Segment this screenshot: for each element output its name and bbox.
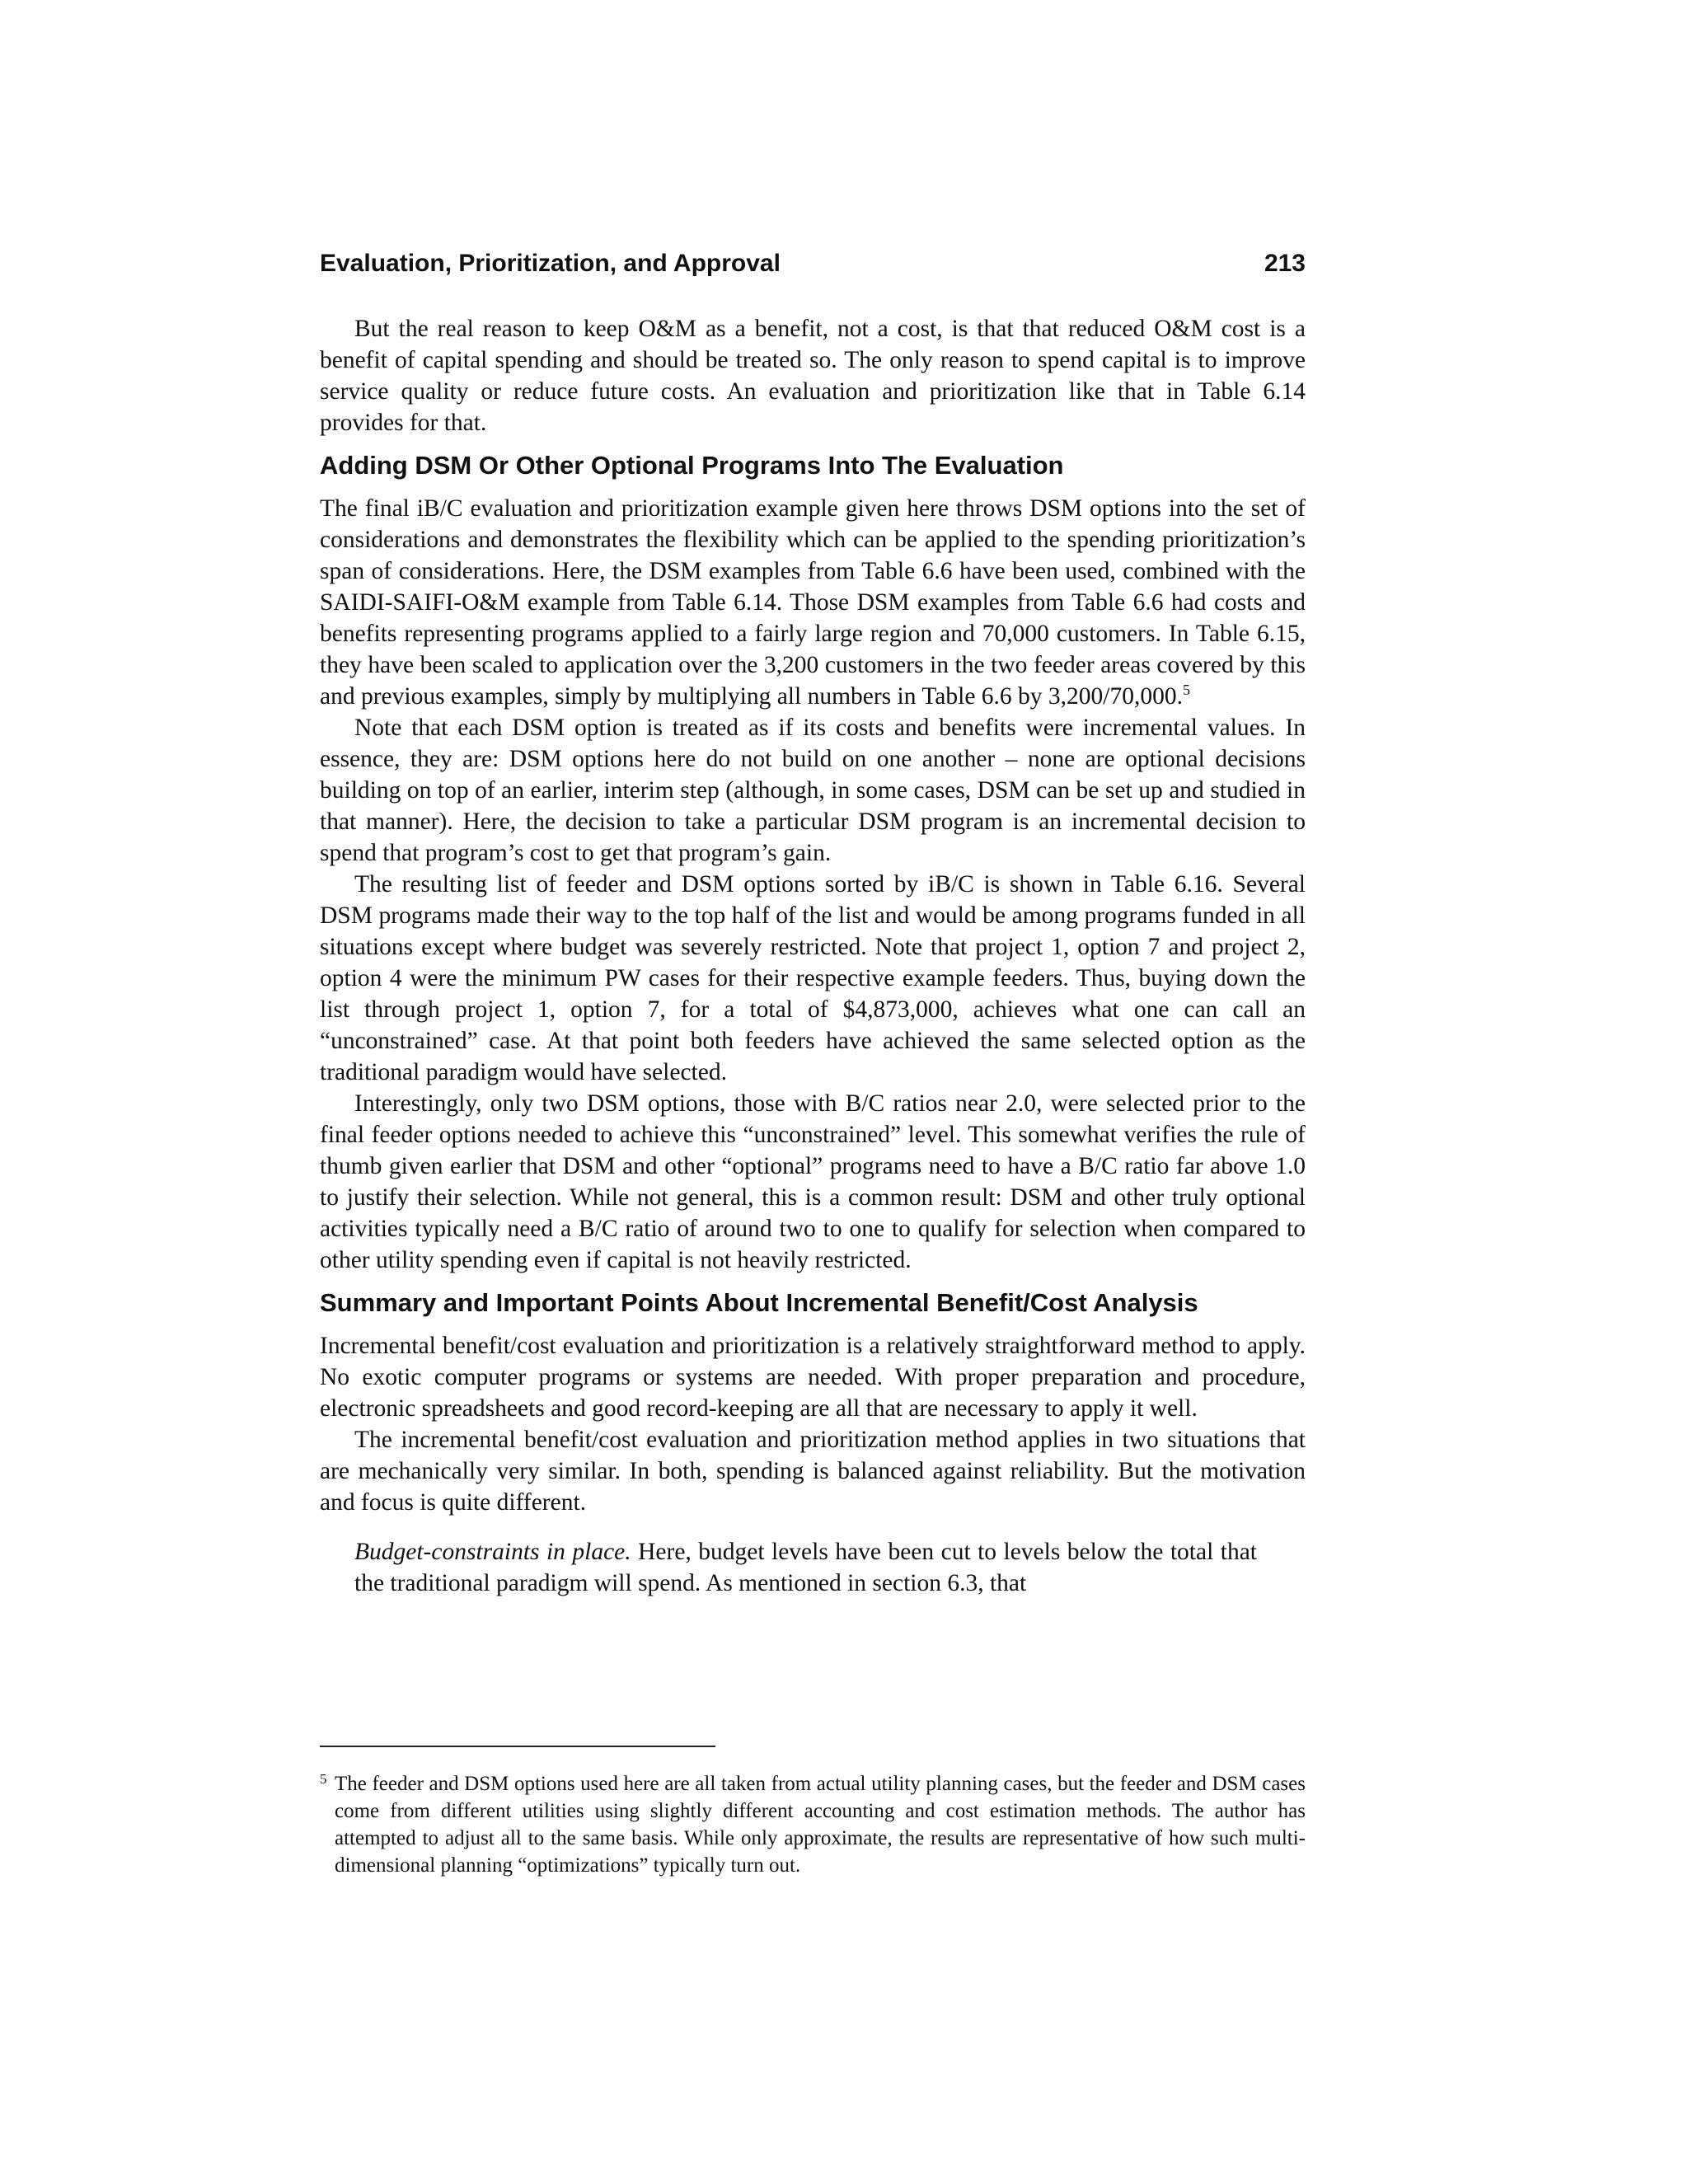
paragraph-incremental-values: Note that each DSM option is treated as if its costs and benefits were incremental values. In essence, they are: DSM options here do not build on one another – none are optional decisions building on top of an earlier, interim step (although, in some cases, DSM can be set up and studied in that manner). Here, the decision to take a particular DSM program is an incremental decision to spend that program’s cost to get that program’s gain. <box>320 715 1306 866</box>
running-head <box>320 250 1306 286</box>
paragraph-summary-method: Incremental benefit/cost evaluation and prioritization is a relatively straightforward method to apply. No exotic computer programs or systems are needed. With proper preparation and procedure, electronic spreadsheets and good record-keeping are all that are necessary to apply it well. <box>320 1333 1306 1422</box>
paragraph-gap <box>320 1518 1306 1536</box>
budget-constraints-text: Here, budget levels have been cut to levels below the total that the traditional paradigm will spend. As mentioned in section 6.3, that <box>354 1539 1257 1596</box>
paragraph-two-situations: The incremental benefit/cost evaluation and prioritization method applies in two situations that are mechanically very similar. In both, spending is balanced against reliability. But the motivation and focus is quite different. <box>320 1427 1306 1516</box>
paragraph-sorted-list: The resulting list of feeder and DSM options sorted by iB/C is shown in Table 6.16. Several DSM programs made their way to the top half of the list and would be among programs funded in all situations except where budget was severely restricted. Note that project 1, option 7 and project 2, option 4 were the minimum PW cases for their respective example feeders. Thus, buying down the list through project 1, option 7, for a total of $4,873,000, achieves what one can call an “unconstrained” case. At that point both feeders have achieved the same selected option as the traditional paradigm would have selected. <box>320 871 1306 1085</box>
main-text <box>320 313 1306 1599</box>
paragraph-final-ibc-text: The final iB/C evaluation and prioritization example given here throws DSM options into the set of considerations and demonstrates the flexibility which can be applied to the spending prioritization’s span of considerations. Here, the DSM examples from Table 6.6 have been used, combined with the SAIDI-SAIFI-O&M example from Table 6.14. Those DSM examples from Table 6.6 had costs and benefits representing programs applied to a fairly large region and 70,000 customers. In Table 6.15, they have been scaled to application over the 3,200 customers in the two feeder areas covered by this and previous examples, simply by multiplying all numbers in Table 6.6 by 3,200/70,000. <box>320 495 1306 710</box>
footnote <box>320 1770 1306 1879</box>
chapter-title: Evaluation, Prioritization, and Approval <box>320 250 781 277</box>
section-heading-summary: Summary and Important Points About Incremental Benefit/Cost Analysis <box>320 1288 1198 1317</box>
page-number: 213 <box>1264 250 1306 277</box>
paragraph-budget-constraints <box>354 1536 1257 1599</box>
budget-constraints-lead: Budget-constraints in place. <box>354 1539 631 1565</box>
footnote-marker: 5 <box>320 1771 327 1787</box>
footnote-divider <box>320 1746 715 1747</box>
paragraph-final-ibc-example <box>320 493 1306 712</box>
footnote-text: The feeder and DSM options used here are all taken from actual utility planning cases, but the feeder and DSM cases come from different utilities using slightly different accounting and cost estimation methods. The author has attempted to adjust all to the same basis. While only approximate, the results are representative of how such multi-dimensional planning “optimizations” typically turn out. <box>335 1773 1306 1877</box>
section-heading-dsm: Adding DSM Or Other Optional Programs Into The Evaluation <box>320 451 1064 480</box>
paragraph-dsm-selection: Interestingly, only two DSM options, those with B/C ratios near 2.0, were selected prior to the final feeder options needed to achieve this “unconstrained” level. This somewhat verifies the rule of thumb given earlier that DSM and other “optional” programs need to have a B/C ratio far above 1.0 to justify their selection. While not general, this is a common result: DSM and other truly optional activities typically need a B/C ratio of around two to one to qualify for selection when compared to other utility spending even if capital is not heavily restricted. <box>320 1090 1306 1273</box>
paragraph-om-benefit: But the real reason to keep O&M as a benefit, not a cost, is that that reduced O&M cost is a benefit of capital spending and should be treated so. The only reason to spend capital is to improve service quality or reduce future costs. An evaluation and prioritization like that in Table 6.14 provides for that. <box>320 316 1306 436</box>
footnote-reference: 5 <box>1183 682 1190 698</box>
